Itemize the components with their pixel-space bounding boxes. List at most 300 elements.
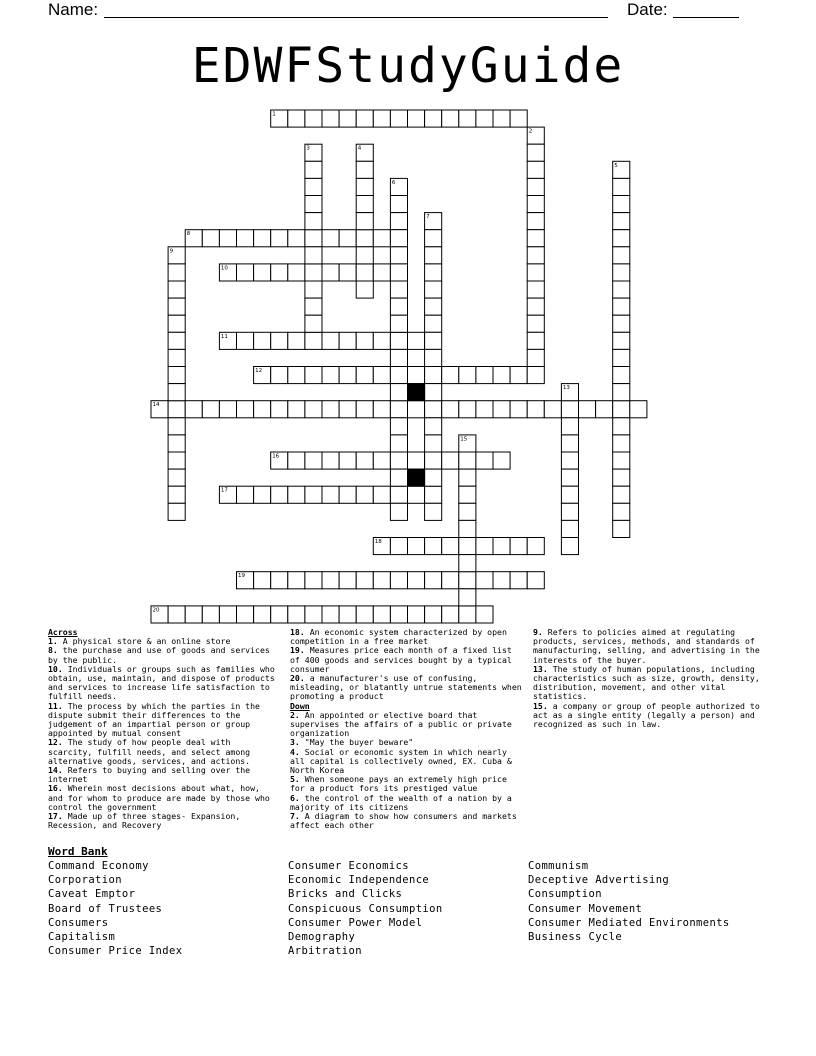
crossword-cell[interactable] <box>168 469 185 486</box>
crossword-cell[interactable] <box>305 298 322 315</box>
crossword-cell[interactable] <box>408 367 425 384</box>
crossword-cell[interactable] <box>168 435 185 452</box>
crossword-cell[interactable] <box>305 178 322 195</box>
crossword-cell[interactable] <box>305 230 322 247</box>
crossword-cell[interactable] <box>527 538 544 555</box>
crossword-cell[interactable] <box>305 401 322 418</box>
clue-text: Made up of three stages- Expansion, Recession, and Recovery <box>48 811 241 831</box>
crossword-cell[interactable] <box>305 332 322 349</box>
crossword-cell[interactable] <box>613 520 630 537</box>
crossword-cell[interactable] <box>390 469 407 486</box>
clue-text: Wherein most decisions about what, how, and for whom to produce are made by those who control the government <box>48 783 270 812</box>
crossword-cell[interactable] <box>579 401 596 418</box>
crossword-cell[interactable] <box>459 486 476 503</box>
crossword-cell[interactable] <box>527 178 544 195</box>
crossword-cell[interactable] <box>442 572 459 589</box>
crossword-cell[interactable] <box>493 110 510 127</box>
crossword-cell[interactable] <box>390 452 407 469</box>
crossword-cell[interactable] <box>613 281 630 298</box>
crossword-cell[interactable] <box>168 503 185 520</box>
crossword-cell[interactable] <box>493 538 510 555</box>
crossword-cell[interactable] <box>322 606 339 623</box>
crossword-cell[interactable] <box>373 367 390 384</box>
crossword-cell[interactable] <box>425 298 442 315</box>
crossword-cell[interactable] <box>527 213 544 230</box>
crossword-cell[interactable] <box>408 606 425 623</box>
clue-number: 10. <box>48 663 63 674</box>
crossword-cell[interactable] <box>271 367 288 384</box>
crossword-cell[interactable] <box>219 401 236 418</box>
crossword-cell[interactable] <box>408 332 425 349</box>
crossword-cell[interactable] <box>459 589 476 606</box>
crossword-cell[interactable] <box>168 452 185 469</box>
crossword-cell[interactable] <box>613 178 630 195</box>
word-bank-item: Business Cycle <box>528 931 623 944</box>
crossword-cell[interactable] <box>219 606 236 623</box>
crossword-cell[interactable] <box>390 538 407 555</box>
crossword-cell[interactable] <box>305 110 322 127</box>
crossword-cell[interactable] <box>356 572 373 589</box>
crossword-cell[interactable] <box>288 572 305 589</box>
crossword-cell[interactable] <box>339 572 356 589</box>
word-bank-item: Communism <box>528 860 589 872</box>
crossword-cell[interactable] <box>339 110 356 127</box>
crossword-cell[interactable] <box>613 452 630 469</box>
crossword-cell[interactable] <box>390 384 407 401</box>
crossword-cell[interactable] <box>476 606 493 623</box>
crossword-clue-number: 8 <box>186 231 191 238</box>
crossword-cell[interactable] <box>168 606 185 623</box>
crossword-cell[interactable] <box>561 469 578 486</box>
crossword-cell[interactable] <box>271 332 288 349</box>
crossword-cell[interactable] <box>408 538 425 555</box>
crossword-cell[interactable] <box>373 606 390 623</box>
crossword-cell[interactable] <box>339 367 356 384</box>
crossword-cell[interactable] <box>390 110 407 127</box>
crossword-cell[interactable] <box>271 264 288 281</box>
crossword-cell[interactable] <box>305 367 322 384</box>
crossword-cell[interactable] <box>561 418 578 435</box>
crossword-cell[interactable] <box>339 401 356 418</box>
crossword-cell[interactable] <box>305 213 322 230</box>
crossword-cell[interactable] <box>339 332 356 349</box>
crossword-cell[interactable] <box>339 230 356 247</box>
word-bank-item: Bricks and Clicks <box>288 888 403 901</box>
crossword-cell[interactable] <box>408 486 425 503</box>
crossword-cell[interactable] <box>202 230 219 247</box>
crossword-cell[interactable] <box>390 503 407 520</box>
crossword-cell[interactable] <box>425 230 442 247</box>
name-label: Name: <box>48 0 99 19</box>
crossword-cell[interactable] <box>356 606 373 623</box>
word-bank-heading: Word Bank <box>48 845 108 858</box>
crossword-cell[interactable] <box>373 230 390 247</box>
crossword-cell[interactable] <box>527 144 544 161</box>
clue-number: 5. <box>290 774 300 785</box>
crossword-cell[interactable] <box>613 264 630 281</box>
crossword-cell[interactable] <box>510 401 527 418</box>
across-clue-8 <box>48 646 278 664</box>
crossword-cell[interactable] <box>356 213 373 230</box>
crossword-cell[interactable] <box>271 572 288 589</box>
crossword-clue-number: 19 <box>238 573 245 580</box>
crossword-cell[interactable] <box>356 247 373 264</box>
crossword-cell[interactable] <box>168 367 185 384</box>
crossword-cell[interactable] <box>510 367 527 384</box>
crossword-cell[interactable] <box>476 401 493 418</box>
crossword-cell[interactable] <box>390 349 407 366</box>
crossword-clue-number: 3 <box>306 145 310 152</box>
crossword-cell[interactable] <box>254 572 271 589</box>
crossword-cell[interactable] <box>493 572 510 589</box>
crossword-cell[interactable] <box>373 486 390 503</box>
crossword-cell[interactable] <box>390 332 407 349</box>
down-clue-15 <box>533 702 768 730</box>
crossword-cell[interactable] <box>322 332 339 349</box>
crossword-cell[interactable] <box>305 452 322 469</box>
crossword-cell[interactable] <box>390 401 407 418</box>
crossword-cell[interactable] <box>561 452 578 469</box>
crossword-cell[interactable] <box>373 264 390 281</box>
crossword-cell[interactable] <box>288 486 305 503</box>
crossword-cell[interactable] <box>185 606 202 623</box>
crossword-cell[interactable] <box>254 486 271 503</box>
crossword-cell[interactable] <box>271 486 288 503</box>
crossword-cell[interactable] <box>476 538 493 555</box>
word-bank-column-2 <box>288 859 443 958</box>
crossword-cell[interactable] <box>476 110 493 127</box>
crossword-cell[interactable] <box>613 332 630 349</box>
crossword-cell[interactable] <box>561 486 578 503</box>
crossword-cell[interactable] <box>493 401 510 418</box>
crossword-cell[interactable] <box>168 332 185 349</box>
crossword-cell[interactable] <box>459 469 476 486</box>
crossword-cell[interactable] <box>271 606 288 623</box>
crossword-clue-number: 13 <box>562 385 570 392</box>
crossword-cell[interactable] <box>168 298 185 315</box>
crossword-cell[interactable] <box>254 264 271 281</box>
crossword-cell[interactable] <box>390 418 407 435</box>
clue-text: "May the buyer beware" <box>299 737 414 748</box>
crossword-cell[interactable] <box>476 452 493 469</box>
crossword-cell[interactable] <box>168 281 185 298</box>
crossword-cell[interactable] <box>288 264 305 281</box>
crossword-cell[interactable] <box>390 264 407 281</box>
crossword-cell[interactable] <box>288 401 305 418</box>
crossword-cell[interactable] <box>459 503 476 520</box>
crossword-cell[interactable] <box>288 452 305 469</box>
crossword-cell[interactable] <box>527 315 544 332</box>
across-clue-20 <box>290 674 522 702</box>
crossword-cell[interactable] <box>408 452 425 469</box>
crossword-cell[interactable] <box>288 367 305 384</box>
crossword-cell[interactable] <box>425 486 442 503</box>
crossword-cell[interactable] <box>322 572 339 589</box>
crossword-cell[interactable] <box>510 572 527 589</box>
crossword-clue-number: 14 <box>152 402 160 409</box>
crossword-cell[interactable] <box>373 572 390 589</box>
crossword-cell[interactable] <box>373 452 390 469</box>
crossword-cell[interactable] <box>613 401 630 418</box>
word-bank-item: Consumers <box>48 916 109 929</box>
crossword-cell[interactable] <box>425 384 442 401</box>
crossword-cell[interactable] <box>356 401 373 418</box>
crossword-cell[interactable] <box>356 110 373 127</box>
crossword-cell[interactable] <box>408 110 425 127</box>
crossword-cell[interactable] <box>613 367 630 384</box>
crossword-cell[interactable] <box>613 503 630 520</box>
crossword-cell[interactable] <box>425 572 442 589</box>
crossword-cell[interactable] <box>390 298 407 315</box>
crossword-cell[interactable] <box>527 298 544 315</box>
crossword-cell[interactable] <box>442 606 459 623</box>
crossword-cell[interactable] <box>356 161 373 178</box>
crossword-cell[interactable] <box>219 230 236 247</box>
crossword-cell[interactable] <box>356 367 373 384</box>
across-clue-19 <box>290 646 522 674</box>
crossword-cell[interactable] <box>459 538 476 555</box>
crossword-cell[interactable] <box>390 315 407 332</box>
crossword-cell[interactable] <box>510 110 527 127</box>
crossword-cell[interactable] <box>459 110 476 127</box>
crossword-cell[interactable] <box>202 606 219 623</box>
crossword-cell[interactable] <box>459 555 476 572</box>
crossword-cell[interactable] <box>459 401 476 418</box>
crossword-cell[interactable] <box>613 469 630 486</box>
crossword-cell[interactable] <box>356 332 373 349</box>
crossword-cell[interactable] <box>613 486 630 503</box>
crossword-clue-number: 11 <box>220 333 228 340</box>
word-bank-column-1 <box>48 859 182 958</box>
crossword-cell[interactable] <box>305 247 322 264</box>
crossword-cell[interactable] <box>527 230 544 247</box>
crossword-cell[interactable] <box>390 196 407 213</box>
crossword-cell[interactable] <box>390 572 407 589</box>
crossword-cell[interactable] <box>561 401 578 418</box>
crossword-cell[interactable] <box>288 230 305 247</box>
crossword-cell[interactable] <box>305 264 322 281</box>
across-clue-list-cont <box>290 628 522 702</box>
down-clue-7 <box>290 812 522 830</box>
crossword-cell[interactable] <box>561 435 578 452</box>
crossword-cell[interactable] <box>630 401 647 418</box>
word-bank-item: Corporation <box>48 874 122 887</box>
crossword-cell[interactable] <box>561 520 578 537</box>
crossword-cell[interactable] <box>544 401 561 418</box>
crossword-cell[interactable] <box>356 264 373 281</box>
crossword-cell[interactable] <box>305 315 322 332</box>
crossword-cell[interactable] <box>442 110 459 127</box>
crossword-cell[interactable] <box>237 486 254 503</box>
crossword-cell[interactable] <box>425 367 442 384</box>
crossword-cell[interactable] <box>339 606 356 623</box>
crossword-cell[interactable] <box>425 606 442 623</box>
crossword-cell[interactable] <box>168 384 185 401</box>
crossword-cell[interactable] <box>425 435 442 452</box>
crossword-cell[interactable] <box>237 230 254 247</box>
crossword-cell[interactable] <box>459 572 476 589</box>
crossword-cell[interactable] <box>425 418 442 435</box>
crossword-cell[interactable] <box>442 538 459 555</box>
clue-number: 20. <box>290 673 305 684</box>
crossword-cell[interactable] <box>356 178 373 195</box>
crossword-cell[interactable] <box>254 401 271 418</box>
crossword-cell[interactable] <box>356 452 373 469</box>
crossword-cell[interactable] <box>425 315 442 332</box>
crossword-cell[interactable] <box>459 452 476 469</box>
crossword-cell[interactable] <box>425 469 442 486</box>
crossword-cell[interactable] <box>442 401 459 418</box>
crossword-cell[interactable] <box>322 230 339 247</box>
crossword-clue-number: 20 <box>152 607 160 614</box>
crossword-cell[interactable] <box>356 486 373 503</box>
crossword-cell[interactable] <box>322 486 339 503</box>
crossword-cell[interactable] <box>237 606 254 623</box>
crossword-cell[interactable] <box>596 401 613 418</box>
crossword-cell[interactable] <box>322 401 339 418</box>
crossword-cell[interactable] <box>425 538 442 555</box>
crossword-cell[interactable] <box>271 401 288 418</box>
crossword-cell[interactable] <box>339 452 356 469</box>
crossword-cell[interactable] <box>527 196 544 213</box>
crossword-cell[interactable] <box>408 401 425 418</box>
crossword-cell[interactable] <box>168 315 185 332</box>
crossword-cell[interactable] <box>527 332 544 349</box>
crossword-cell[interactable] <box>527 401 544 418</box>
crossword-cell[interactable] <box>476 572 493 589</box>
word-bank-item: Consumer Economics <box>288 860 409 872</box>
crossword-cell[interactable] <box>168 349 185 366</box>
crossword-cell[interactable] <box>561 538 578 555</box>
crossword-cell[interactable] <box>288 110 305 127</box>
crossword-cell[interactable] <box>493 452 510 469</box>
crossword-cell[interactable] <box>425 349 442 366</box>
crossword-cell[interactable] <box>425 281 442 298</box>
crossword-cell[interactable] <box>613 247 630 264</box>
crossword-cell[interactable] <box>254 332 271 349</box>
crossword-cell[interactable] <box>613 384 630 401</box>
crossword-cell[interactable] <box>390 606 407 623</box>
crossword-cell[interactable] <box>390 230 407 247</box>
crossword-cell[interactable] <box>237 401 254 418</box>
crossword-cell[interactable] <box>322 452 339 469</box>
crossword-cell[interactable] <box>356 230 373 247</box>
crossword-cell[interactable] <box>613 418 630 435</box>
crossword-cell[interactable] <box>425 452 442 469</box>
crossword-cell[interactable] <box>305 606 322 623</box>
clue-text: The process by which the parties in the dispute submit their differences to the judgement of an impartial person or group appointed by mutual consent <box>48 700 260 739</box>
crossword-cell[interactable] <box>168 401 185 418</box>
crossword-cell[interactable] <box>510 538 527 555</box>
clue-text: a manufacturer's use of confusing, misleading, or blatantly untrue statements when promoting a product <box>290 673 522 702</box>
clue-text: An appointed or elective board that supervises the affairs of a public or private organization <box>290 709 512 739</box>
crossword-cell[interactable] <box>305 572 322 589</box>
crossword-cell[interactable] <box>390 213 407 230</box>
crossword-cell[interactable] <box>408 572 425 589</box>
crossword-cell[interactable] <box>390 367 407 384</box>
crossword-cell[interactable] <box>339 486 356 503</box>
down-clue-9 <box>533 628 768 665</box>
crossword-cell[interactable] <box>442 452 459 469</box>
crossword-cell[interactable] <box>373 110 390 127</box>
crossword-cell[interactable] <box>527 247 544 264</box>
crossword-cell[interactable] <box>202 401 219 418</box>
crossword-cell[interactable] <box>305 161 322 178</box>
crossword-clue-number: 5 <box>614 162 618 169</box>
crossword-cell[interactable] <box>373 332 390 349</box>
crossword-cell[interactable] <box>613 349 630 366</box>
crossword-cell[interactable] <box>390 281 407 298</box>
crossword-cell[interactable] <box>425 332 442 349</box>
crossword-cell[interactable] <box>288 606 305 623</box>
crossword-cell[interactable] <box>613 435 630 452</box>
crossword-cell[interactable] <box>613 196 630 213</box>
crossword-cell[interactable] <box>168 486 185 503</box>
crossword-cell[interactable] <box>425 264 442 281</box>
crossword-cell[interactable] <box>425 401 442 418</box>
crossword-cell[interactable] <box>305 486 322 503</box>
crossword-cell[interactable] <box>288 332 305 349</box>
across-clue-10 <box>48 665 278 702</box>
crossword-cell[interactable] <box>613 315 630 332</box>
crossword-cell[interactable] <box>356 281 373 298</box>
crossword-cell[interactable] <box>442 367 459 384</box>
clue-number: 11. <box>48 700 63 711</box>
crossword-cell[interactable] <box>271 230 288 247</box>
crossword-cell[interactable] <box>613 213 630 230</box>
crossword-cell[interactable] <box>390 247 407 264</box>
crossword-cell[interactable] <box>390 435 407 452</box>
crossword-cell[interactable] <box>476 367 493 384</box>
crossword-cell[interactable] <box>168 264 185 281</box>
crossword-cell[interactable] <box>561 503 578 520</box>
crossword-cell[interactable] <box>254 606 271 623</box>
crossword-cell[interactable] <box>613 298 630 315</box>
crossword-cell[interactable] <box>185 401 202 418</box>
crossword-cell[interactable] <box>237 264 254 281</box>
crossword-cell[interactable] <box>322 367 339 384</box>
crossword-cell[interactable] <box>237 332 254 349</box>
crossword-cell[interactable] <box>425 110 442 127</box>
crossword-cell[interactable] <box>168 418 185 435</box>
across-clue-17 <box>48 812 278 830</box>
crossword-cell[interactable] <box>459 367 476 384</box>
crossword-cell[interactable] <box>527 367 544 384</box>
crossword-cell[interactable] <box>356 196 373 213</box>
crossword-cell[interactable] <box>305 196 322 213</box>
crossword-cell[interactable] <box>373 401 390 418</box>
clue-text: Refers to policies aimed at regulating products, services, methods, and standards of manufacturing, selling, and advertising in the interests of the buyer. <box>533 627 760 665</box>
crossword-cell[interactable] <box>322 110 339 127</box>
crossword-cell[interactable] <box>425 503 442 520</box>
crossword-cell[interactable] <box>254 230 271 247</box>
crossword-cell[interactable] <box>322 264 339 281</box>
crossword-cell[interactable] <box>527 264 544 281</box>
crossword-cell[interactable] <box>305 281 322 298</box>
crossword-cell[interactable] <box>459 520 476 537</box>
crossword-cell[interactable] <box>425 247 442 264</box>
crossword-cell[interactable] <box>459 606 476 623</box>
crossword-clue-number: 10 <box>220 265 228 272</box>
crossword-cell[interactable] <box>390 486 407 503</box>
crossword-cell[interactable] <box>493 367 510 384</box>
crossword-cell[interactable] <box>527 161 544 178</box>
crossword-cell[interactable] <box>339 264 356 281</box>
crossword-cell[interactable] <box>613 230 630 247</box>
crossword-cell[interactable] <box>527 281 544 298</box>
crossword-cell[interactable] <box>527 572 544 589</box>
crossword-cell[interactable] <box>527 349 544 366</box>
